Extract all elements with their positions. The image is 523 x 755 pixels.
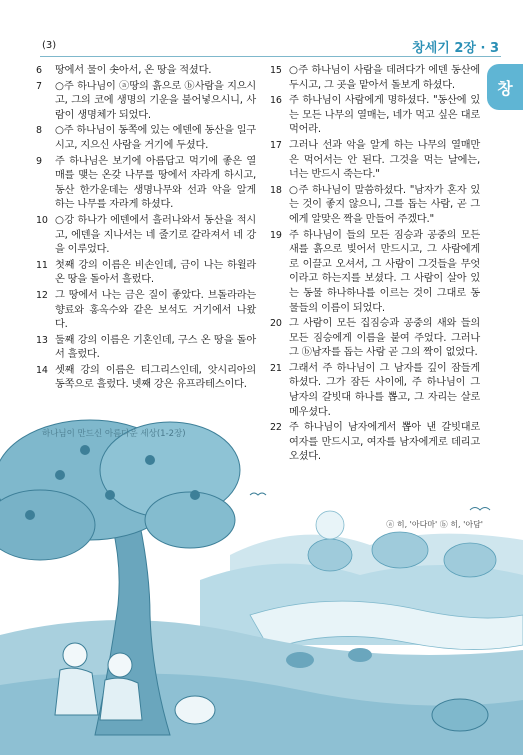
verse-number: 10 <box>36 214 48 226</box>
verse <box>36 334 256 363</box>
verse-text: 그 땅에서 나는 금은 질이 좋았다. 브돌라라는 향료와 홍옥수와 같은 보석도 거기에서 나왔다. <box>55 289 256 331</box>
verse-text: 그러나 선과 악을 알게 하는 나무의 열매만은 먹어서는 안 된다. 그것을 먹는 날에는, 너는 반드시 죽는다." <box>289 139 480 181</box>
verse-number: 13 <box>36 334 48 346</box>
verse <box>36 155 256 213</box>
verse-number: 15 <box>270 65 282 76</box>
verse-text: ○주 하나님이 동쪽에 있는 에덴에 동산을 일구시고, 지으신 사람을 거기에 두셨다. <box>55 125 256 151</box>
verse-text: 그 사람이 모든 집짐승과 공중의 새와 들의 모든 짐승에게 이름을 붙여 주었다. 그러나 그 ⓑ남자를 돕는 사람 곧 그의 짝이 없었다. <box>289 318 480 359</box>
verse <box>270 64 480 93</box>
verse-number: 20 <box>270 318 282 330</box>
verse <box>36 364 256 393</box>
verse <box>36 259 256 288</box>
verse-number: 7 <box>36 80 42 92</box>
verse-number: 6 <box>36 65 42 76</box>
verse-text: 주 하나님이 남자에게서 뽑아 낸 갈빗대로 여자를 만드시고, 여자를 남자에게로 데리고 오셨다. <box>289 422 480 463</box>
verse <box>36 124 256 153</box>
verse <box>270 362 480 420</box>
book-chapter-reference: 창세기 2장 · 3 <box>412 41 499 56</box>
verse <box>36 214 256 258</box>
verse-text: ○주 하나님이 말씀하셨다. "남자가 혼자 있는 것이 좋지 않으니, 그를 돕는 사람, 곧 그에게 알맞은 짝을 만들어 주겠다." <box>289 184 480 225</box>
eden-illustration <box>0 415 523 755</box>
verse-text: 주 하나님이 사람에게 명하셨다. "동산에 있는 모든 나무의 열매는, 네가 먹고 싶은 대로 먹어라. <box>289 95 480 136</box>
verse-number: 14 <box>36 364 48 376</box>
footnotes: ⓐ 히, '아다마' ⓑ 히, '아담' <box>386 520 483 529</box>
verse <box>270 317 480 361</box>
verse-number: 19 <box>270 229 282 241</box>
verse-text: 주 하나님은 보기에 아름답고 먹기에 좋은 열매를 맺는 온갖 나무를 땅에서 자라게 하시고, 동산 한가운데는 생명나무와 선과 악을 알게 하는 나무를 자라게 하셨다. <box>55 155 256 211</box>
verse-text: ○주 하나님이 ⓐ땅의 흙으로 ⓑ사람을 지으시고, 그의 코에 생명의 기운을 불어넣으시니, 사람이 생명체가 되었다. <box>55 80 256 121</box>
verse <box>270 184 480 228</box>
verse-number: 8 <box>36 125 42 137</box>
verse <box>270 139 480 183</box>
verse-number: 18 <box>270 184 282 196</box>
page-header <box>0 0 523 56</box>
illustration-caption: 하나님이 만드신 아름다운 세상(1-2장) <box>42 429 186 439</box>
verse-number: 21 <box>270 362 282 374</box>
verse-number: 9 <box>36 155 42 167</box>
left-text-column <box>36 64 256 394</box>
verse-number: 17 <box>270 139 282 151</box>
verse-text: 둘째 강의 이름은 기혼인데, 구스 온 땅을 돌아서 흘렀다. <box>55 334 256 361</box>
verse-number: 12 <box>36 289 48 301</box>
book-index-tab[interactable]: 창 <box>487 64 523 110</box>
verse-text: ○주 하나님이 사람을 데려다가 에덴 동산에 두시고, 그 곳을 맡아서 돌보게 하셨다. <box>289 65 480 91</box>
verse <box>36 289 256 333</box>
verse <box>36 80 256 124</box>
verse-text: 그래서 주 하나님이 그 남자를 깊이 잠들게 하셨다. 그가 잠든 사이에, 주 하나님이 그 남자의 갈빗대 하나를 뽑고, 그 자리는 살로 메우셨다. <box>289 362 480 418</box>
verse-number: 16 <box>270 95 282 107</box>
verse-text: 땅에서 물이 솟아서, 온 땅을 적셨다. <box>55 65 212 76</box>
verse-text: 첫째 강의 이름은 비손인데, 금이 나는 하윌라 온 땅을 돌아서 흘렀다. <box>55 259 256 286</box>
verse <box>270 94 480 138</box>
verse-number: 22 <box>270 422 282 434</box>
verse-text: ○강 하나가 에덴에서 흘러나와서 동산을 적시고, 에덴을 지나서는 네 줄기로 갈라져서 네 강을 이루었다. <box>55 214 256 256</box>
page-label: (3) <box>42 40 57 51</box>
verse-text: 셋째 강의 이름은 티그리스인데, 앗시리아의 동쪽으로 흘렀다. 넷째 강은 유프라테스이다. <box>55 364 256 391</box>
verse-number: 11 <box>36 259 48 271</box>
verse <box>270 229 480 317</box>
header-divider <box>40 56 501 57</box>
verse <box>36 64 256 79</box>
verse-text: 주 하나님이 들의 모든 짐승과 공중의 모든 새를 흙으로 빚어서 만드시고, 그 사람에게로 이끌고 오셔서, 그 사람이 그것들을 무엇이라고 하는지를 보셨다. 그 사람이 살아 있는 동물 하나하나를 이르는 것이 그대로 동물들의 이름이 되었다. <box>289 229 480 314</box>
right-text-column <box>270 64 480 466</box>
